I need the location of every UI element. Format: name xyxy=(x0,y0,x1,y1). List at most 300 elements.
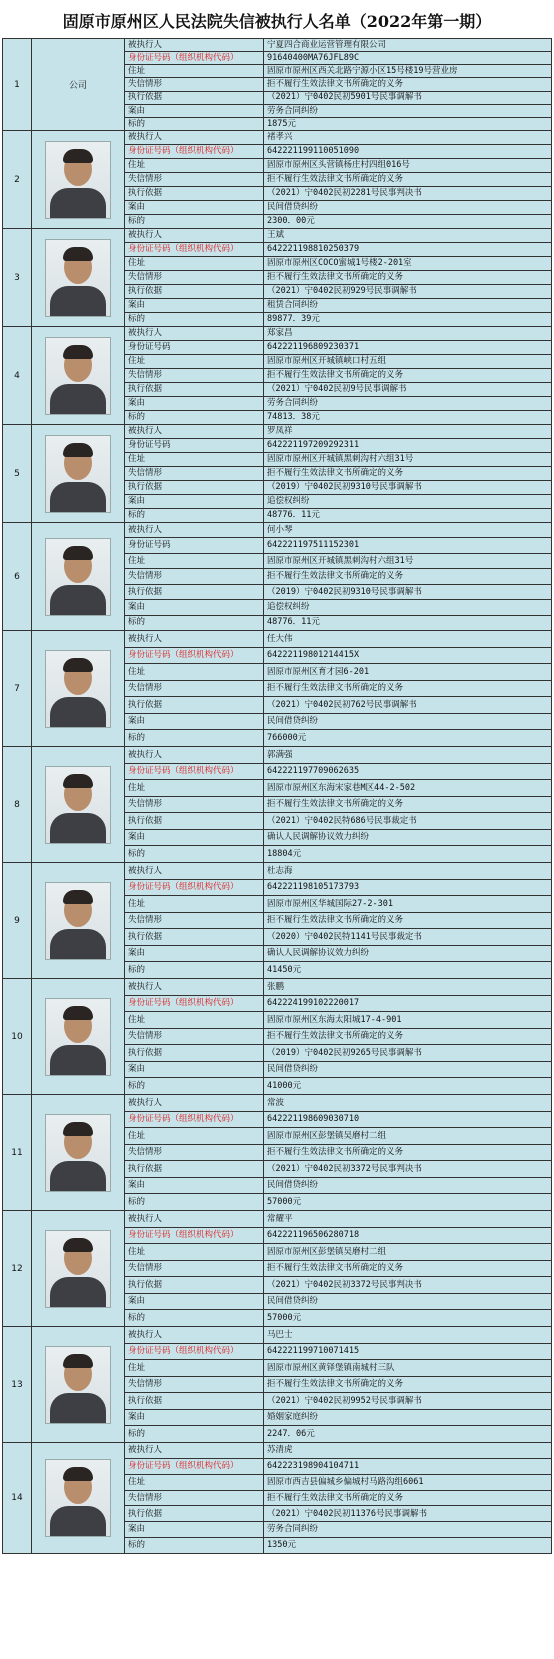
field-value-situation: 拒不履行生效法律文书所确定的义务 xyxy=(267,1031,404,1042)
field-value-id: 642223198904104711 xyxy=(267,1461,360,1472)
field-label-amount: 标的 xyxy=(125,846,264,862)
field-label-basis: 执行依据 xyxy=(125,187,264,200)
field-row-case xyxy=(125,830,551,847)
field-label-basis: 执行依据 xyxy=(125,285,264,298)
field-value-case: 劳务合同纠纷 xyxy=(267,105,319,116)
field-row-basis xyxy=(125,92,551,105)
field-value-name: 杜志海 xyxy=(267,865,293,876)
field-row-basis xyxy=(125,697,551,714)
field-label-case: 案由 xyxy=(125,830,264,846)
field-value-id: 64222119801214415X xyxy=(267,650,360,661)
field-label-name: 被执行人 xyxy=(125,1211,264,1227)
field-value-amount: 18804元 xyxy=(267,849,302,859)
field-label-address: 住址 xyxy=(125,1012,264,1028)
field-label-address: 住址 xyxy=(125,355,264,368)
field-label-case: 案由 xyxy=(125,946,264,962)
field-value-situation: 拒不履行生效法律文书所确定的义务 xyxy=(267,1492,404,1503)
portrait-image xyxy=(45,239,111,317)
portrait-photo xyxy=(32,1443,125,1553)
company-label: 公司 xyxy=(32,39,125,130)
field-row-situation xyxy=(125,467,551,481)
field-value-situation: 拒不履行生效法律文书所确定的义务 xyxy=(267,1379,404,1390)
record-number: 5 xyxy=(3,425,32,522)
record-row xyxy=(3,425,551,523)
field-label-address: 住址 xyxy=(125,1360,264,1376)
field-value-situation: 拒不履行生效法律文书所确定的义务 xyxy=(267,915,404,926)
field-value-name: 宁夏四合商业运营管理有限公司 xyxy=(267,39,387,50)
field-label-situation: 失信情形 xyxy=(125,1491,264,1506)
field-label-name: 被执行人 xyxy=(125,747,264,763)
record-number: 4 xyxy=(3,327,32,424)
field-row-id xyxy=(125,439,551,453)
field-row-id xyxy=(125,1228,551,1245)
field-label-amount: 标的 xyxy=(125,730,264,746)
record-number: 7 xyxy=(3,631,32,746)
field-row-case xyxy=(125,1178,551,1195)
field-row-amount xyxy=(125,118,551,130)
field-label-situation: 失信情形 xyxy=(125,271,264,284)
record-fields xyxy=(125,39,551,130)
field-label-amount: 标的 xyxy=(125,616,264,630)
field-value-address: 固原市原州区西关北路宁源小区15号楼19号营业房 xyxy=(267,66,458,77)
field-value-address: 固原市原州区开城镇峡口村五组 xyxy=(267,356,387,367)
field-row-case xyxy=(125,1522,551,1538)
field-row-name xyxy=(125,131,551,145)
field-label-name: 被执行人 xyxy=(125,131,264,144)
field-row-id xyxy=(125,243,551,257)
field-value-name: 郭满强 xyxy=(267,749,293,760)
field-row-case xyxy=(125,495,551,509)
field-row-name xyxy=(125,425,551,439)
field-value-address: 固原市西吉县偏城乡偏城村马路沟组6061 xyxy=(267,1476,424,1487)
portrait-photo xyxy=(32,1211,125,1326)
field-value-basis: （2021）宁0402民初2281号民事判决书 xyxy=(267,188,422,199)
record-fields xyxy=(125,747,551,862)
field-value-amount: 2247．06元 xyxy=(267,1429,315,1439)
field-row-address xyxy=(125,896,551,913)
field-row-amount xyxy=(125,313,551,326)
field-value-amount: 2300．00元 xyxy=(267,216,315,227)
portrait-image xyxy=(45,141,111,219)
field-value-case: 确认人民调解协议效力纠纷 xyxy=(267,832,370,843)
portrait-photo xyxy=(32,523,125,630)
field-value-situation: 拒不履行生效法律文书所确定的义务 xyxy=(267,799,404,810)
field-row-id xyxy=(125,1459,551,1475)
field-row-name xyxy=(125,1211,551,1228)
field-label-case: 案由 xyxy=(125,495,264,508)
field-value-name: 张鹏 xyxy=(267,981,285,992)
field-value-amount: 48776．11元 xyxy=(267,510,320,521)
field-row-address xyxy=(125,554,551,569)
field-label-situation: 失信情形 xyxy=(125,569,264,583)
field-value-case: 确认人民调解协议效力纠纷 xyxy=(267,948,370,959)
record-row xyxy=(3,863,551,979)
field-label-id: 身份证号码（组织机构代码） xyxy=(125,52,264,64)
field-row-situation xyxy=(125,78,551,91)
field-label-case: 案由 xyxy=(125,397,264,410)
record-fields xyxy=(125,1443,551,1553)
record-fields xyxy=(125,1095,551,1210)
field-value-id: 642221197511152301 xyxy=(267,540,360,551)
field-value-address: 固原市原州区育才园6-201 xyxy=(267,666,370,677)
field-value-basis: （2021）宁0402民初929号民事调解书 xyxy=(267,286,417,297)
field-label-id: 身份证号码（组织机构代码） xyxy=(125,764,264,780)
field-row-address xyxy=(125,65,551,78)
field-label-case: 案由 xyxy=(125,600,264,614)
field-value-address: 固原市原州区头营镇杨庄村四组016号 xyxy=(267,160,410,171)
field-row-basis xyxy=(125,481,551,495)
field-value-address: 固原市原州区黄铎堡镇南城村三队 xyxy=(267,1362,395,1373)
portrait-image xyxy=(45,1459,111,1537)
field-value-amount: 89877．39元 xyxy=(267,314,320,325)
field-value-amount: 41000元 xyxy=(267,1081,302,1091)
field-row-amount xyxy=(125,1426,551,1442)
field-value-case: 劳务合同纠纷 xyxy=(267,398,319,409)
record-row xyxy=(3,979,551,1095)
field-row-amount xyxy=(125,1310,551,1326)
field-row-situation xyxy=(125,681,551,698)
field-value-amount: 74813．38元 xyxy=(267,412,320,423)
portrait-photo xyxy=(32,1327,125,1442)
field-label-amount: 标的 xyxy=(125,1078,264,1094)
field-value-amount: 1350元 xyxy=(267,1540,296,1551)
portrait-photo xyxy=(32,131,125,228)
field-label-situation: 失信情形 xyxy=(125,913,264,929)
field-value-basis: （2021）宁0402民初5901号民事调解书 xyxy=(267,92,422,103)
field-row-amount xyxy=(125,411,551,424)
field-label-situation: 失信情形 xyxy=(125,78,264,90)
field-row-situation xyxy=(125,913,551,930)
field-label-id: 身份证号码（组织机构代码） xyxy=(125,1344,264,1360)
field-label-id: 身份证号码（组织机构代码） xyxy=(125,243,264,256)
portrait-image xyxy=(45,1346,111,1424)
record-row xyxy=(3,1095,551,1211)
field-row-name xyxy=(125,1095,551,1112)
field-label-case: 案由 xyxy=(125,1522,264,1537)
field-label-situation: 失信情形 xyxy=(125,1145,264,1161)
field-value-situation: 拒不履行生效法律文书所确定的义务 xyxy=(267,1147,404,1158)
field-row-basis xyxy=(125,929,551,946)
field-label-amount: 标的 xyxy=(125,1194,264,1210)
field-row-id xyxy=(125,1112,551,1129)
field-row-id xyxy=(125,764,551,781)
field-row-case xyxy=(125,600,551,615)
record-row xyxy=(3,229,551,327)
field-label-id: 身份证号码 xyxy=(125,341,264,354)
field-value-name: 何小琴 xyxy=(267,524,293,535)
field-label-id: 身份证号码 xyxy=(125,439,264,452)
record-row xyxy=(3,523,551,631)
field-row-case xyxy=(125,201,551,215)
field-row-address xyxy=(125,355,551,369)
field-row-case xyxy=(125,946,551,963)
field-row-basis xyxy=(125,187,551,201)
field-label-situation: 失信情形 xyxy=(125,681,264,697)
field-row-case xyxy=(125,299,551,313)
record-row xyxy=(3,327,551,425)
portrait-photo xyxy=(32,425,125,522)
field-label-basis: 执行依据 xyxy=(125,585,264,599)
field-label-case: 案由 xyxy=(125,299,264,312)
field-value-basis: （2020）宁0402民特1141号民事裁定书 xyxy=(267,931,422,942)
field-row-name xyxy=(125,631,551,648)
record-fields xyxy=(125,523,551,630)
field-row-basis xyxy=(125,383,551,397)
field-label-address: 住址 xyxy=(125,664,264,680)
field-label-amount: 标的 xyxy=(125,1538,264,1553)
field-value-id: 642221198810250379 xyxy=(267,244,360,255)
portrait-image xyxy=(45,538,111,616)
field-value-amount: 48776．11元 xyxy=(267,617,320,628)
portrait-photo xyxy=(32,327,125,424)
record-number: 8 xyxy=(3,747,32,862)
record-row xyxy=(3,1327,551,1443)
portrait-image xyxy=(45,1114,111,1192)
field-label-basis: 执行依据 xyxy=(125,1045,264,1061)
field-value-basis: （2021）宁0402民初3372号民事判决书 xyxy=(267,1279,422,1290)
field-label-situation: 失信情形 xyxy=(125,173,264,186)
field-row-situation xyxy=(125,797,551,814)
field-value-name: 任大伟 xyxy=(267,633,293,644)
field-value-name: 苏清虎 xyxy=(267,1445,293,1456)
field-label-situation: 失信情形 xyxy=(125,1377,264,1393)
field-row-case xyxy=(125,1294,551,1311)
field-value-case: 劳务合同纠纷 xyxy=(267,1524,319,1535)
field-row-address xyxy=(125,453,551,467)
field-label-name: 被执行人 xyxy=(125,979,264,995)
portrait-photo xyxy=(32,631,125,746)
field-value-id: 642221198609030710 xyxy=(267,1114,360,1125)
field-row-address xyxy=(125,257,551,271)
field-label-address: 住址 xyxy=(125,159,264,172)
record-fields xyxy=(125,131,551,228)
field-label-situation: 失信情形 xyxy=(125,369,264,382)
field-value-case: 民间借贷纠纷 xyxy=(267,1064,319,1075)
field-value-basis: （2019）宁0402民初9265号民事调解书 xyxy=(267,1047,422,1058)
field-row-amount xyxy=(125,1078,551,1094)
field-label-amount: 标的 xyxy=(125,509,264,522)
portrait-photo xyxy=(32,229,125,326)
field-value-situation: 拒不履行生效法律文书所确定的义务 xyxy=(267,683,404,694)
field-row-basis xyxy=(125,585,551,600)
field-value-case: 婚姻家庭纠纷 xyxy=(267,1412,319,1423)
field-row-amount xyxy=(125,509,551,522)
field-value-amount: 766000元 xyxy=(267,733,307,743)
record-row xyxy=(3,631,551,747)
portrait-photo xyxy=(32,979,125,1094)
record-number: 6 xyxy=(3,523,32,630)
record-row xyxy=(3,131,551,229)
field-label-address: 住址 xyxy=(125,1475,264,1490)
field-label-amount: 标的 xyxy=(125,962,264,978)
field-label-name: 被执行人 xyxy=(125,425,264,438)
field-row-address xyxy=(125,1475,551,1491)
field-row-basis xyxy=(125,1393,551,1410)
record-fields xyxy=(125,979,551,1094)
field-label-address: 住址 xyxy=(125,1244,264,1260)
field-label-name: 被执行人 xyxy=(125,863,264,879)
field-value-basis: （2021）宁0402民初9952号民事调解书 xyxy=(267,1395,422,1406)
field-value-id: 642221197709062635 xyxy=(267,766,360,777)
field-label-basis: 执行依据 xyxy=(125,813,264,829)
record-number: 11 xyxy=(3,1095,32,1210)
field-label-situation: 失信情形 xyxy=(125,1029,264,1045)
portrait-photo xyxy=(32,747,125,862)
field-value-basis: （2021）宁0402民初3372号民事判决书 xyxy=(267,1163,422,1174)
field-row-situation xyxy=(125,271,551,285)
field-value-case: 民间借贷纠纷 xyxy=(267,1180,319,1191)
field-row-amount xyxy=(125,616,551,630)
record-number: 14 xyxy=(3,1443,32,1553)
field-row-name xyxy=(125,1443,551,1459)
field-value-address: 固原市原州区彭堡镇吴磨村二组 xyxy=(267,1130,387,1141)
field-row-name xyxy=(125,863,551,880)
field-label-address: 住址 xyxy=(125,257,264,270)
field-label-id: 身份证号码（组织机构代码） xyxy=(125,1459,264,1474)
portrait-image xyxy=(45,435,111,513)
field-label-address: 住址 xyxy=(125,1128,264,1144)
field-row-case xyxy=(125,1062,551,1079)
field-row-basis xyxy=(125,1045,551,1062)
field-value-situation: 拒不履行生效法律文书所确定的义务 xyxy=(267,79,404,90)
field-value-situation: 拒不履行生效法律文书所确定的义务 xyxy=(267,174,404,185)
field-row-name xyxy=(125,229,551,243)
field-row-id xyxy=(125,648,551,665)
field-label-id: 身份证号码（组织机构代码） xyxy=(125,996,264,1012)
field-label-address: 住址 xyxy=(125,453,264,466)
field-value-address: 固原市原州区东海宋家巷M区44-2-502 xyxy=(267,782,416,793)
field-row-situation xyxy=(125,1491,551,1507)
field-value-address: 固原市原州区华城国际27-2-301 xyxy=(267,898,393,909)
field-label-basis: 执行依据 xyxy=(125,1393,264,1409)
field-row-case xyxy=(125,714,551,731)
field-row-address xyxy=(125,1012,551,1029)
field-label-id: 身份证号码（组织机构代码） xyxy=(125,880,264,896)
field-label-id: 身份证号码（组织机构代码） xyxy=(125,648,264,664)
field-value-basis: （2019）宁0402民初9310号民事调解书 xyxy=(267,482,422,493)
field-row-amount xyxy=(125,730,551,746)
field-label-basis: 执行依据 xyxy=(125,1161,264,1177)
field-value-case: 追偿权纠纷 xyxy=(267,602,310,613)
field-label-name: 被执行人 xyxy=(125,1095,264,1111)
field-label-id: 身份证号码 xyxy=(125,538,264,552)
field-value-situation: 拒不履行生效法律文书所确定的义务 xyxy=(267,571,404,582)
field-value-name: 郑家昌 xyxy=(267,328,293,339)
field-label-amount: 标的 xyxy=(125,215,264,228)
field-label-id: 身份证号码（组织机构代码） xyxy=(125,1112,264,1128)
field-label-basis: 执行依据 xyxy=(125,929,264,945)
field-row-amount xyxy=(125,846,551,862)
field-row-address xyxy=(125,1244,551,1261)
field-label-address: 住址 xyxy=(125,780,264,796)
field-row-name xyxy=(125,327,551,341)
field-value-id: 642221198105173793 xyxy=(267,882,360,893)
field-label-case: 案由 xyxy=(125,201,264,214)
field-label-address: 住址 xyxy=(125,554,264,568)
field-label-case: 案由 xyxy=(125,1178,264,1194)
record-number: 9 xyxy=(3,863,32,978)
field-row-name xyxy=(125,523,551,538)
field-value-id: 642221196506280718 xyxy=(267,1230,360,1241)
field-value-address: 固原市原州区开城镇黑刺沟村六组31号 xyxy=(267,454,414,465)
field-row-basis xyxy=(125,1277,551,1294)
record-row xyxy=(3,1211,551,1327)
record-fields xyxy=(125,1327,551,1442)
field-value-case: 民间借贷纠纷 xyxy=(267,202,319,213)
field-row-amount xyxy=(125,1538,551,1553)
field-label-id: 身份证号码（组织机构代码） xyxy=(125,1228,264,1244)
field-value-basis: （2021）宁0402民初762号民事调解书 xyxy=(267,699,417,710)
field-row-address xyxy=(125,1360,551,1377)
field-label-amount: 标的 xyxy=(125,1426,264,1442)
field-label-case: 案由 xyxy=(125,105,264,117)
field-label-basis: 执行依据 xyxy=(125,1506,264,1521)
field-value-case: 民间借贷纠纷 xyxy=(267,1296,319,1307)
page-title: 固原市原州区人民法院失信被执行人名单（2022年第一期） xyxy=(62,11,492,31)
portrait-photo xyxy=(32,863,125,978)
field-value-case: 租赁合同纠纷 xyxy=(267,300,319,311)
field-label-name: 被执行人 xyxy=(125,39,264,51)
field-label-situation: 失信情形 xyxy=(125,797,264,813)
field-label-amount: 标的 xyxy=(125,118,264,130)
field-value-amount: 57000元 xyxy=(267,1197,302,1207)
field-row-situation xyxy=(125,369,551,383)
field-value-situation: 拒不履行生效法律文书所确定的义务 xyxy=(267,370,404,381)
field-label-id: 身份证号码（组织机构代码） xyxy=(125,145,264,158)
portrait-image xyxy=(45,1230,111,1308)
field-label-situation: 失信情形 xyxy=(125,467,264,480)
field-row-case xyxy=(125,1410,551,1427)
field-label-amount: 标的 xyxy=(125,313,264,326)
field-value-id: 91640400MA76JFL89C xyxy=(267,52,360,63)
field-row-basis xyxy=(125,285,551,299)
field-row-id xyxy=(125,145,551,159)
portrait-image xyxy=(45,882,111,960)
field-label-case: 案由 xyxy=(125,1294,264,1310)
field-value-basis: （2021）宁0402民特686号民事裁定书 xyxy=(267,815,417,826)
field-row-id xyxy=(125,880,551,897)
field-value-basis: （2019）宁0402民初9310号民事调解书 xyxy=(267,586,422,597)
field-value-amount: 57000元 xyxy=(267,1313,302,1323)
portrait-image xyxy=(45,766,111,844)
field-value-id: 642221199110051090 xyxy=(267,146,360,157)
record-fields xyxy=(125,631,551,746)
record-fields xyxy=(125,1211,551,1326)
field-label-case: 案由 xyxy=(125,714,264,730)
field-value-situation: 拒不履行生效法律文书所确定的义务 xyxy=(267,468,404,479)
field-value-case: 追偿权纠纷 xyxy=(267,496,310,507)
field-value-basis: （2021）宁0402民初11376号民事调解书 xyxy=(267,1508,428,1519)
portrait-image xyxy=(45,650,111,728)
field-label-address: 住址 xyxy=(125,896,264,912)
field-label-basis: 执行依据 xyxy=(125,481,264,494)
portrait-photo xyxy=(32,1095,125,1210)
record-row xyxy=(3,39,551,131)
field-row-basis xyxy=(125,1161,551,1178)
field-row-id xyxy=(125,538,551,553)
field-label-basis: 执行依据 xyxy=(125,92,264,104)
field-label-name: 被执行人 xyxy=(125,1443,264,1458)
field-row-case xyxy=(125,105,551,118)
record-fields xyxy=(125,863,551,978)
field-value-id: 642221199710071415 xyxy=(267,1346,360,1357)
field-value-id: 642221197209292311 xyxy=(267,440,360,451)
field-row-id xyxy=(125,996,551,1013)
field-label-name: 被执行人 xyxy=(125,1327,264,1343)
record-number: 3 xyxy=(3,229,32,326)
field-value-address: 固原市原州区彭堡镇吴磨村二组 xyxy=(267,1246,387,1257)
portrait-image xyxy=(45,998,111,1076)
